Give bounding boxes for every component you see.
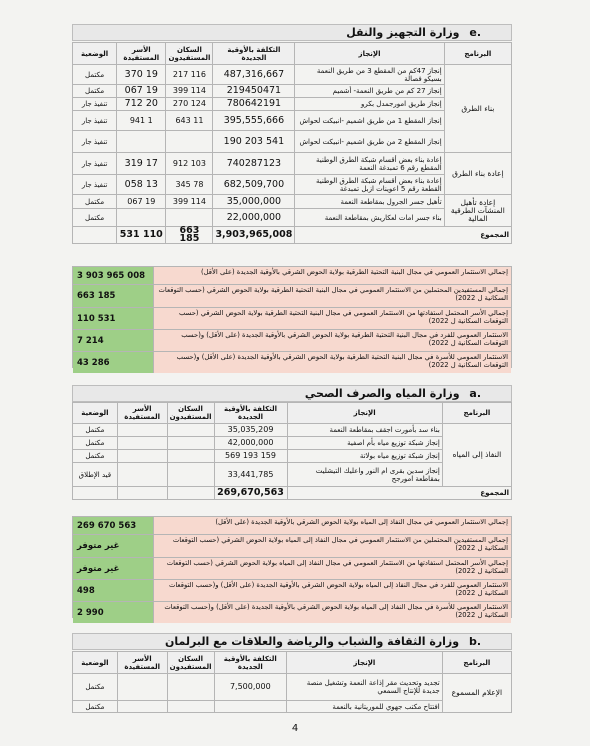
section-title: وزارة الثقافة والشباب والرياضة والعلاقات مع البرلمان bbox=[165, 635, 460, 648]
cost-cell: 740287123 bbox=[213, 153, 295, 175]
cost-cell: 35,035,209 bbox=[214, 424, 287, 437]
population-cell: 116 217 bbox=[166, 65, 213, 85]
section-header-water bbox=[72, 385, 512, 402]
section-header-culture bbox=[72, 633, 512, 650]
population-cell: 78 345 bbox=[166, 175, 213, 195]
summary-text: الاستثمار العمومي للفرد في مجال النفاذ إلى المياه بولاية الحوض الشرقي بالأوقية الجديدة (على الأقل) و(حسب التوقعات السكانية ل 2022) bbox=[154, 580, 511, 601]
summary-text: إجمالي الاستثمار العمومي في مجال النفاذ إلى المياه بولاية الحوض الشرقي بالأوقية الجديدة (على الأقل) bbox=[154, 517, 511, 534]
summary-value: غير متوفر bbox=[73, 558, 154, 579]
table-row bbox=[73, 674, 512, 701]
section-title: وزارة التجهيز والنقل bbox=[346, 26, 460, 39]
cost-cell: 487,316,667 bbox=[213, 65, 295, 85]
summary-value: 3 903 965 008 bbox=[73, 267, 154, 284]
col-families: الأسر المستفيدة bbox=[117, 652, 167, 674]
achievement-cell: إنجاز 27 كم من طريق النعمة- أشميم bbox=[295, 85, 444, 98]
status-cell: مكتمل bbox=[73, 65, 117, 85]
status-cell: تنفيذ جار bbox=[73, 175, 117, 195]
col-population: السكان المستفيدون bbox=[167, 403, 214, 424]
section-letter: .b bbox=[468, 635, 481, 648]
col-status: الوضعية bbox=[73, 43, 117, 65]
cost-cell: 395,555,666 bbox=[213, 111, 295, 131]
families-cell: 17 319 bbox=[117, 153, 166, 175]
families-cell: 13 058 bbox=[117, 175, 166, 195]
summary-value: 43 286 bbox=[73, 352, 154, 373]
summary-text: الاستثمار العمومي للفرد في مجال البنية التحتية الطرقية بولاية الحوض الشرقي بالأوقية الجديدة (على الأقل) و(حسب التوقعات السكانية ل 2022) bbox=[154, 330, 511, 351]
status-cell: تنفيذ جار bbox=[73, 111, 117, 131]
achievement-cell: افتتاح مكتب جهوي للموريتانية بالنعمة bbox=[287, 701, 443, 713]
col-families: الأسر المستفيدة bbox=[117, 43, 166, 65]
program-cell: النفاذ إلى المياه bbox=[442, 424, 511, 487]
status-cell: تنفيذ جار bbox=[73, 131, 117, 153]
col-achievement: الإنجاز bbox=[287, 403, 442, 424]
section-header-equipment bbox=[72, 24, 512, 41]
families-cell: 1 941 bbox=[117, 111, 166, 131]
cost-cell: 22,000,000 bbox=[213, 209, 295, 227]
section-letter: .e bbox=[469, 26, 481, 39]
summary-text: إجمالي الأسر المحتمل استفادتها من الاستثمار العمومي في مجال البنية التحتية الطرقية بولاية الحوض الشرقي (حسب التوقعات السكانية ل 2022) bbox=[154, 308, 511, 329]
table-row bbox=[73, 195, 512, 209]
achievement-cell: تأهيل جسر الجرول بمقاطعة النعمة bbox=[295, 195, 444, 209]
families-cell: 19 067 bbox=[117, 195, 166, 209]
summary-text: إجمالي الأسر المحتمل استفادتها من الاستثمار العمومي في مجال النفاذ إلى المياه بولاية الحوض الشرقي (حسب التوقعات السكانية ل 2022) bbox=[154, 558, 511, 579]
summary-row bbox=[73, 285, 511, 308]
achievement-cell: إنجاز سدين بقرى ام النور واعليك التيشليت بمقاطعة امورجح bbox=[287, 463, 442, 487]
population-cell: 114 399 bbox=[166, 85, 213, 98]
achievement-cell: إنجاز شبكة توزيع مياه بولاتة bbox=[287, 450, 442, 463]
summary-row bbox=[73, 558, 511, 580]
cost-cell: 780642191 bbox=[213, 98, 295, 111]
status-cell: مكتمل bbox=[73, 209, 117, 227]
summary-row bbox=[73, 308, 511, 330]
summary-value: 498 bbox=[73, 580, 154, 601]
population-cell: 124 270 bbox=[166, 98, 213, 111]
table-row bbox=[73, 153, 512, 175]
population-cell bbox=[166, 131, 213, 153]
page-number: 4 bbox=[291, 723, 299, 734]
population-cell: 114 399 bbox=[166, 195, 213, 209]
summary-text: الاستثمار العمومي للأسرة في مجال البنية التحتية الطرقية بولاية الحوض الشرقي بالأوقية الجديدة (على الأقل) و(حسب التوقعات السكانية ل 2022) bbox=[154, 352, 511, 373]
summary-text: إجمالي المستفيدين المحتملين من الاستثمار العمومي في مجال النفاذ إلى المياه بولاية الحوض الشرقي (حسب التوقعات السكانية ل 2022) bbox=[154, 535, 511, 557]
summary-row bbox=[73, 352, 511, 373]
equipment-table bbox=[72, 42, 512, 244]
summary-value: غير متوفر bbox=[73, 535, 154, 557]
total-label: المجموع bbox=[295, 227, 512, 244]
achievement-cell: إعادة بناء بعض أقسام شبكة الطرق الوطنية المقطع رقم 6 تمبدغة النعمة bbox=[295, 153, 444, 175]
families-cell: 19 067 bbox=[117, 85, 166, 98]
col-cost: التكلفة بالأوقية الجديدة bbox=[214, 652, 286, 674]
status-cell: مكتمل bbox=[73, 674, 118, 701]
col-families: الأسر المستفيدة bbox=[117, 403, 167, 424]
summary-text: إجمالي الاستثمار العمومي في مجال البنية التحتية الطرقية بولاية الحوض الشرقي بالأوقية الجديدة (على الأقل) bbox=[154, 267, 511, 284]
families-cell bbox=[117, 209, 166, 227]
summary-value: 7 214 bbox=[73, 330, 154, 351]
equipment-summary bbox=[72, 266, 512, 368]
col-program: البرنامج bbox=[442, 652, 511, 674]
achievement-cell: إنجاز المقطع 2 من طريق اشميم -انبيكت لحواش bbox=[295, 131, 444, 153]
program-cell: إعادة تأهيل المنشآت الطرقية المالية bbox=[444, 195, 511, 227]
cost-cell: 682,509,700 bbox=[213, 175, 295, 195]
status-cell: قيد الإطلاق bbox=[73, 463, 118, 487]
status-cell: مكتمل bbox=[73, 437, 118, 450]
summary-value: 110 531 bbox=[73, 308, 154, 329]
table-row bbox=[73, 65, 512, 85]
status-cell: تنفيذ جار bbox=[73, 98, 117, 111]
families-cell: 20 712 bbox=[117, 98, 166, 111]
summary-text: الاستثمار العمومي للأسرة في مجال النفاذ إلى المياه بولاية الحوض الشرقي بالأوقية الجديدة (على الأقل) و(حسب التوقعات السكانية ل 2022) bbox=[154, 602, 511, 623]
program-cell: بناء الطرق bbox=[444, 65, 511, 153]
total-row bbox=[73, 487, 512, 500]
achievement-cell: بناء سد بأمورت اجقف بمقاطعة النعمة bbox=[287, 424, 442, 437]
col-achievement: الإنجاز bbox=[287, 652, 443, 674]
status-cell: مكتمل bbox=[73, 450, 118, 463]
summary-row bbox=[73, 535, 511, 558]
achievement-cell: تجديد وتحديث مقر إذاعة النعمة وتشغيل منصة جديدة للإنتاج السمعي bbox=[287, 674, 443, 701]
summary-row bbox=[73, 580, 511, 602]
col-program: البرنامج bbox=[442, 403, 511, 424]
program-cell: الإعلام المسموع bbox=[442, 674, 511, 713]
cost-cell: 541 203 190 bbox=[213, 131, 295, 153]
total-cost: 269,670,563 bbox=[214, 487, 287, 500]
total-label: المجموع bbox=[287, 487, 512, 500]
achievement-cell: إنجاز 47كم من المقطع 3 من طريق النعمة بسيكو فصالة bbox=[295, 65, 444, 85]
program-cell: إعادة بناء الطرق bbox=[444, 153, 511, 195]
summary-row bbox=[73, 602, 511, 623]
population-cell bbox=[166, 209, 213, 227]
summary-row bbox=[73, 330, 511, 352]
water-table bbox=[72, 402, 512, 500]
status-cell: مكتمل bbox=[73, 701, 118, 713]
summary-row bbox=[73, 267, 511, 285]
col-achievement: الإنجاز bbox=[295, 43, 444, 65]
summary-value: 269 670 563 bbox=[73, 517, 154, 534]
total-families: 110 531 bbox=[117, 227, 166, 244]
achievement-cell: إنجاز طريق امورجمدل بكرو bbox=[295, 98, 444, 111]
cost-cell: 219450471 bbox=[213, 85, 295, 98]
status-cell: مكتمل bbox=[73, 424, 118, 437]
population-cell: 103 912 bbox=[166, 153, 213, 175]
total-cost: 3,903,965,008 bbox=[213, 227, 295, 244]
col-program: البرنامج bbox=[444, 43, 511, 65]
achievement-cell: بناء جسر امات لعكاريش بمقاطعة النعمة bbox=[295, 209, 444, 227]
col-cost: التكلفة بالأوقية الجديدة bbox=[213, 43, 295, 65]
families-cell: 19 370 bbox=[117, 65, 166, 85]
total-row bbox=[73, 227, 512, 244]
summary-value: 2 990 bbox=[73, 602, 154, 623]
water-summary bbox=[72, 516, 512, 618]
achievement-cell: إنجاز شبكة توزيع مياه بأم اصفية bbox=[287, 437, 442, 450]
cost-cell: 35,000,000 bbox=[213, 195, 295, 209]
summary-row bbox=[73, 517, 511, 535]
col-population: السكان المستفيدون bbox=[167, 652, 214, 674]
status-cell: مكتمل bbox=[73, 195, 117, 209]
total-population: 663 185 bbox=[166, 227, 213, 244]
summary-text: إجمالي المستفيدين المحتملين من الاستثمار العمومي في مجال البنية التحتية الطرقية بولاية الحوض الشرقي (حسب التوقعات السكانية ل 2022) bbox=[154, 285, 511, 307]
col-status: الوضعية bbox=[73, 652, 118, 674]
cost-cell: 42,000,000 bbox=[214, 437, 287, 450]
table-row bbox=[73, 424, 512, 437]
section-letter: .a bbox=[469, 387, 481, 400]
section-title: وزارة المياه والصرف الصحي bbox=[304, 387, 460, 400]
status-cell: تنفيذ جار bbox=[73, 153, 117, 175]
cost-cell: 7,500,000 bbox=[214, 674, 286, 701]
col-cost: التكلفة بالأوقية الجديدة bbox=[214, 403, 287, 424]
culture-table bbox=[72, 651, 512, 713]
cost-cell: 33,441,785 bbox=[214, 463, 287, 487]
cost-cell bbox=[214, 701, 286, 713]
families-cell bbox=[117, 131, 166, 153]
population-cell: 11 643 bbox=[166, 111, 213, 131]
achievement-cell: إنجاز المقطع 1 من طريق اشميم -انبيكت لحواش bbox=[295, 111, 444, 131]
col-status: الوضعية bbox=[73, 403, 118, 424]
col-population: السكان المستفيدون bbox=[166, 43, 213, 65]
cost-cell: 159 193 569 bbox=[214, 450, 287, 463]
achievement-cell: إعادة بناء بعض أقسام شبكة الطرق الوطنية القطعة رقم 5 اعوينات ازبل تمبدغة bbox=[295, 175, 444, 195]
status-cell: مكتمل bbox=[73, 85, 117, 98]
summary-value: 663 185 bbox=[73, 285, 154, 307]
